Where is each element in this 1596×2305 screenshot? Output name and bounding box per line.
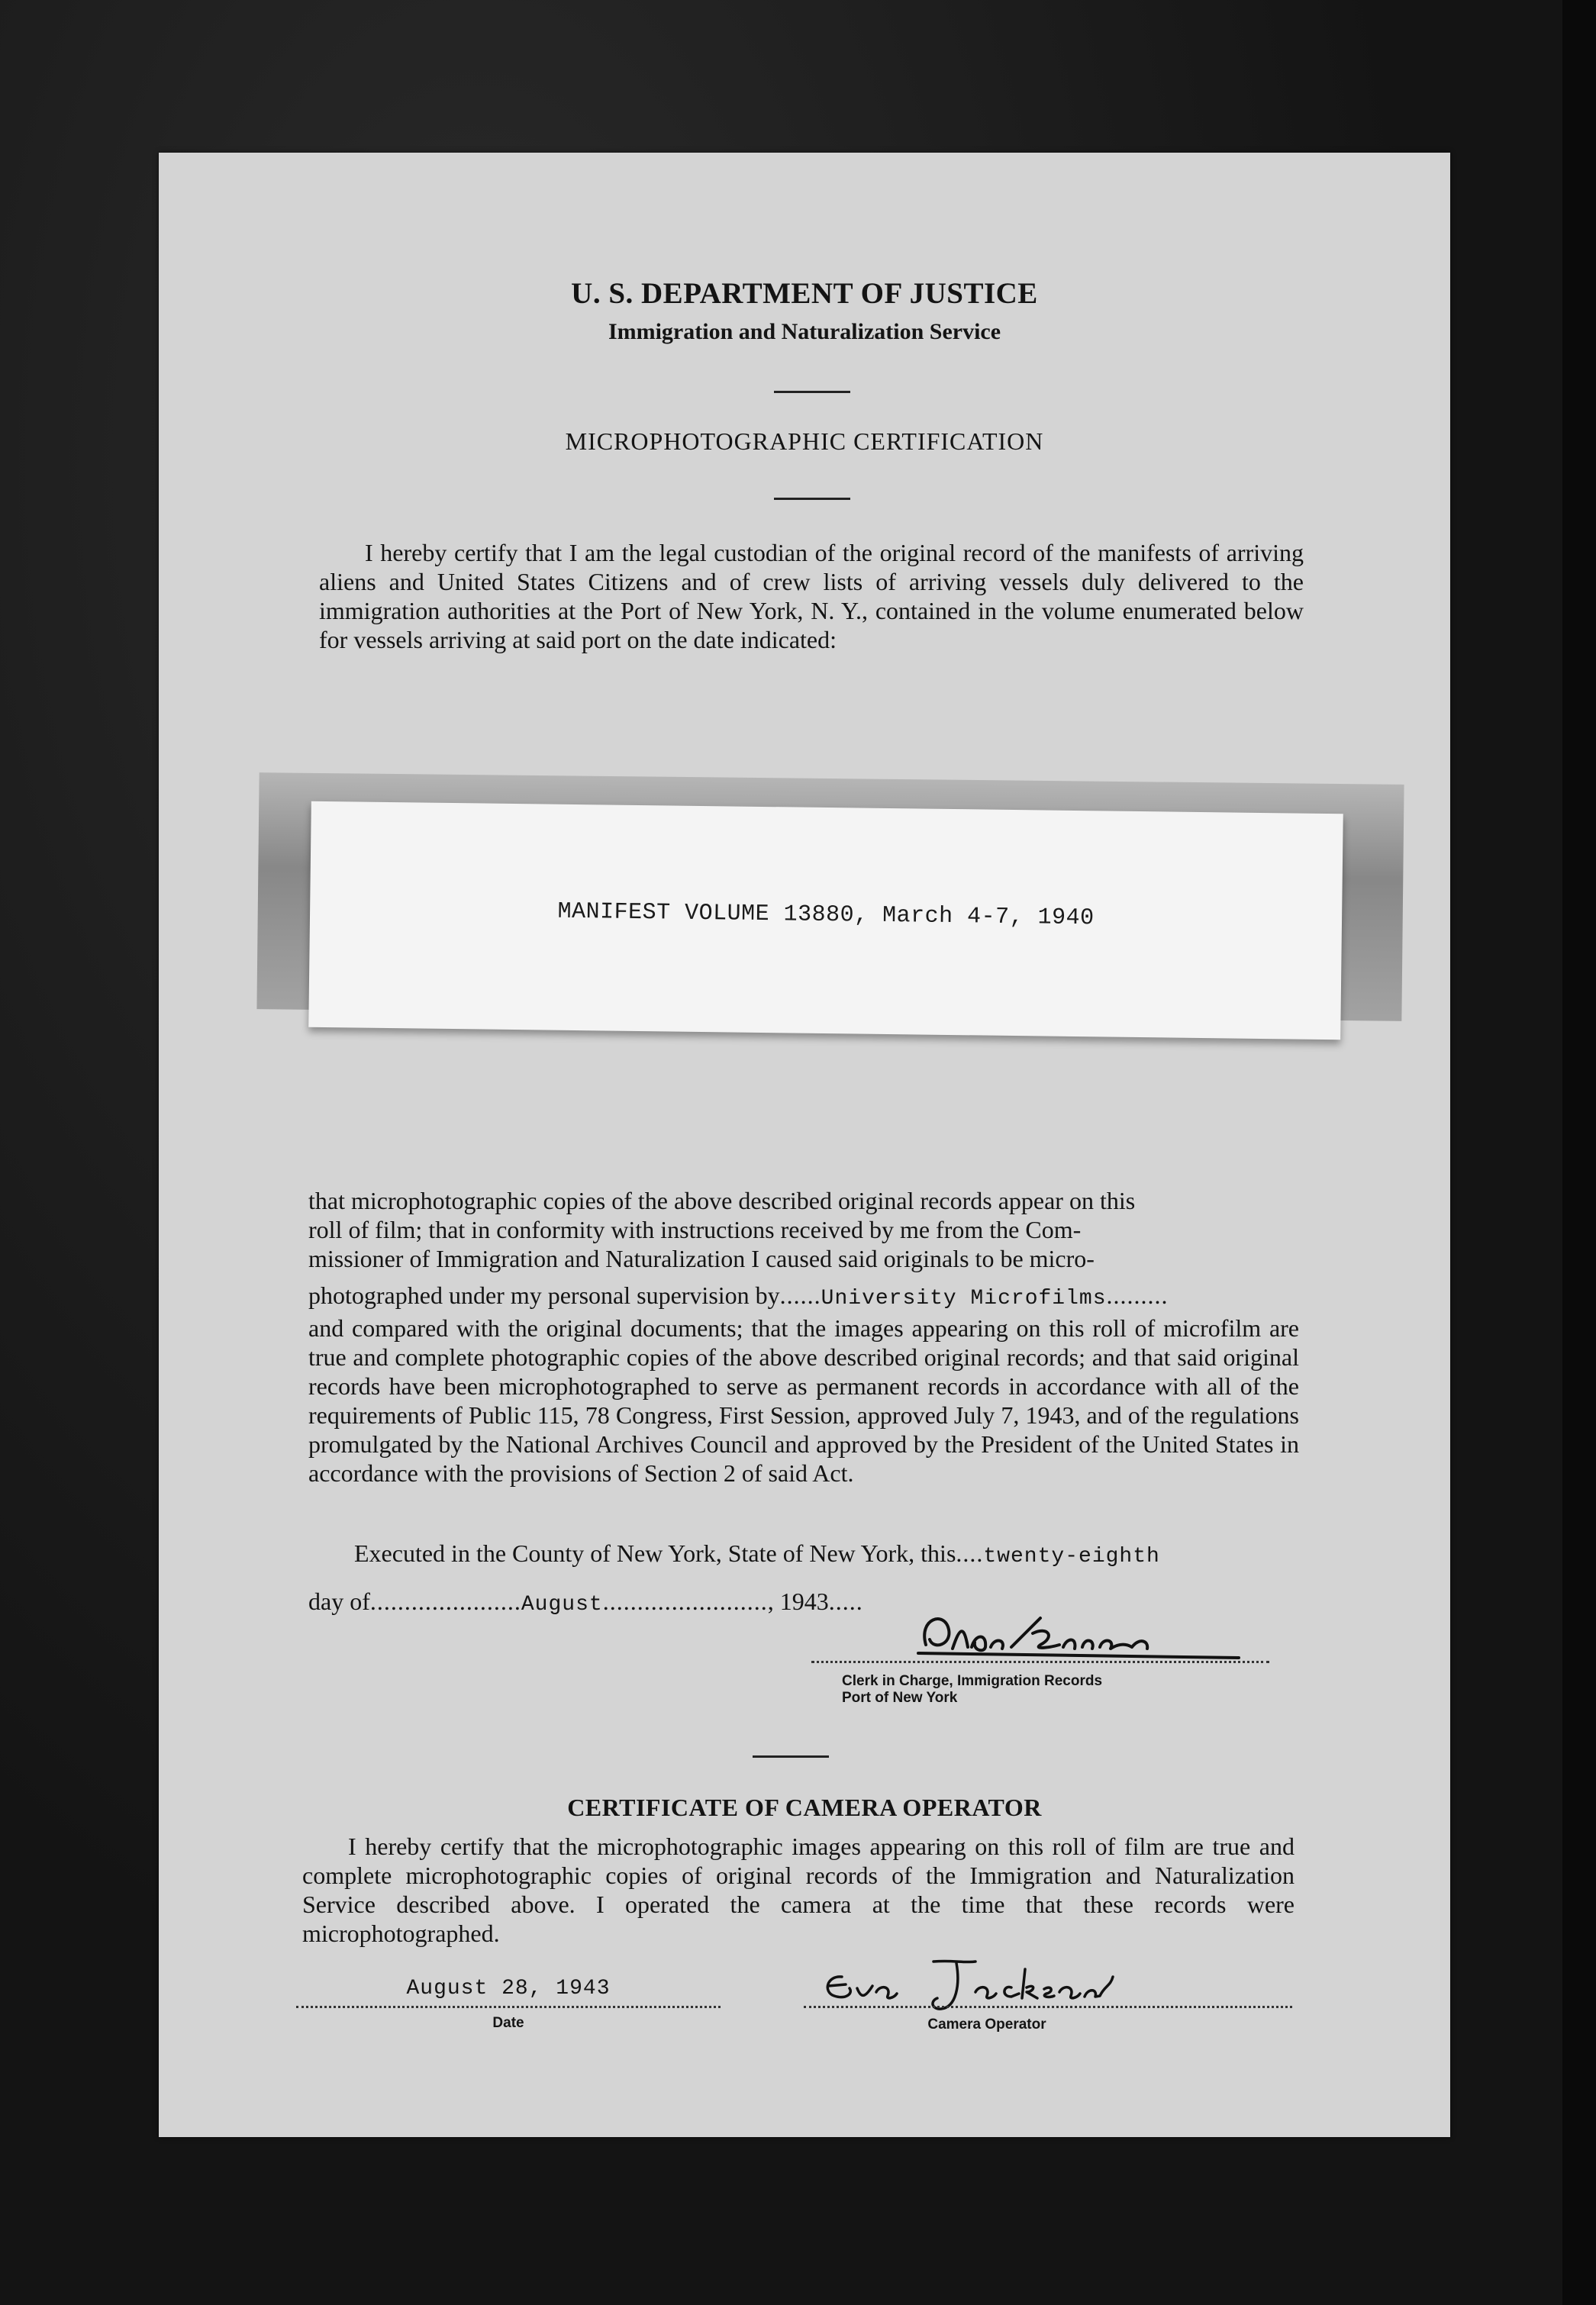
date-line [296, 2006, 721, 2008]
department-title: U. S. DEPARTMENT OF JUSTICE [571, 277, 1038, 310]
clerk-caption-port: Port of New York [842, 1690, 958, 1706]
signature-line [804, 2006, 1292, 2008]
manifest-volume-label: MANIFEST VOLUME 13880, March 4-7, 1940 [557, 898, 1095, 932]
execution-year: , 1943 [767, 1588, 829, 1615]
execution-month: August [521, 1593, 603, 1617]
supervision-value: University Microfilms [821, 1287, 1107, 1310]
department-subtitle: Immigration and Naturalization Service [608, 319, 1001, 344]
signature-line [811, 1661, 1269, 1663]
execution-day: twenty-eighth [983, 1545, 1160, 1568]
paragraph-rest: and compared with the original documents; that the images appearing on this roll of microfilm are true and complete photographic copies of the above described original records; and that said original records have been microphotographed to serve as permanent records in accordance with all of the requirements of Public 115, 78 Congress, First Session, approved July 7, 1943, and of the regulations promulgated by the National Archives Council and approved by the President of the United States in accordance with the provisions of Section 2 of said Act. [308, 1314, 1299, 1487]
camera-operator-signature [811, 1954, 1208, 2023]
divider [774, 391, 850, 393]
camera-operator-caption: Camera Operator [927, 2016, 1046, 2033]
certificate-date: August 28, 1943 [406, 1977, 611, 2000]
date-caption: Date [492, 2015, 524, 2031]
day-of-label: day of [308, 1588, 370, 1615]
supervision-prefix: photographed under my personal supervision by [308, 1281, 780, 1309]
paragraph-line: roll of film; that in conformity with instructions received by me from the Com- [308, 1216, 1082, 1243]
execution-line: Executed in the County of New York, State of New York, this....twenty-eighth [308, 1539, 1299, 1572]
camera-operator-heading: CERTIFICATE OF CAMERA OPERATOR [567, 1794, 1042, 1821]
clerk-caption [842, 1673, 1102, 1707]
certificate-page [159, 153, 1450, 2137]
execution-prefix: Executed in the County of New York, State of New York, this [354, 1539, 956, 1567]
paragraph-line: that microphotographic copies of the above described original records appear on this [308, 1187, 1136, 1214]
paragraph-line: missioner of Immigration and Naturalization I caused said originals to be micro- [308, 1245, 1095, 1272]
camera-operator-paragraph: I hereby certify that the microphotographic images appearing on this roll of film are true and complete microphotographic copies of original records of the Immigration and Naturalization Service described above. I operated the camera at the time that these records were microphotographed. [302, 1833, 1295, 1947]
day-of-line: day of......................August........................, 1943..... [308, 1588, 863, 1617]
divider [753, 1755, 829, 1758]
divider [774, 498, 850, 500]
supervision-line: photographed under my personal supervision by......University Microfilms......... [308, 1281, 1169, 1310]
main-paragraph [308, 1186, 1299, 1488]
certification-heading: MICROPHOTOGRAPHIC CERTIFICATION [565, 427, 1044, 455]
attached-slip [308, 801, 1343, 1040]
film-edge [1562, 0, 1596, 2305]
intro-paragraph: I hereby certify that I am the legal custodian of the original record of the manifests of arriving aliens and United States Citizens and of crew lists of arriving vessels duly delivered to the immigration authorities at the Port of New York, N. Y., contained in the volume enumerated below for vessels arriving at said port on the date indicated: [319, 539, 1304, 653]
clerk-caption-title: Clerk in Charge, Immigration Records [842, 1673, 1103, 1689]
